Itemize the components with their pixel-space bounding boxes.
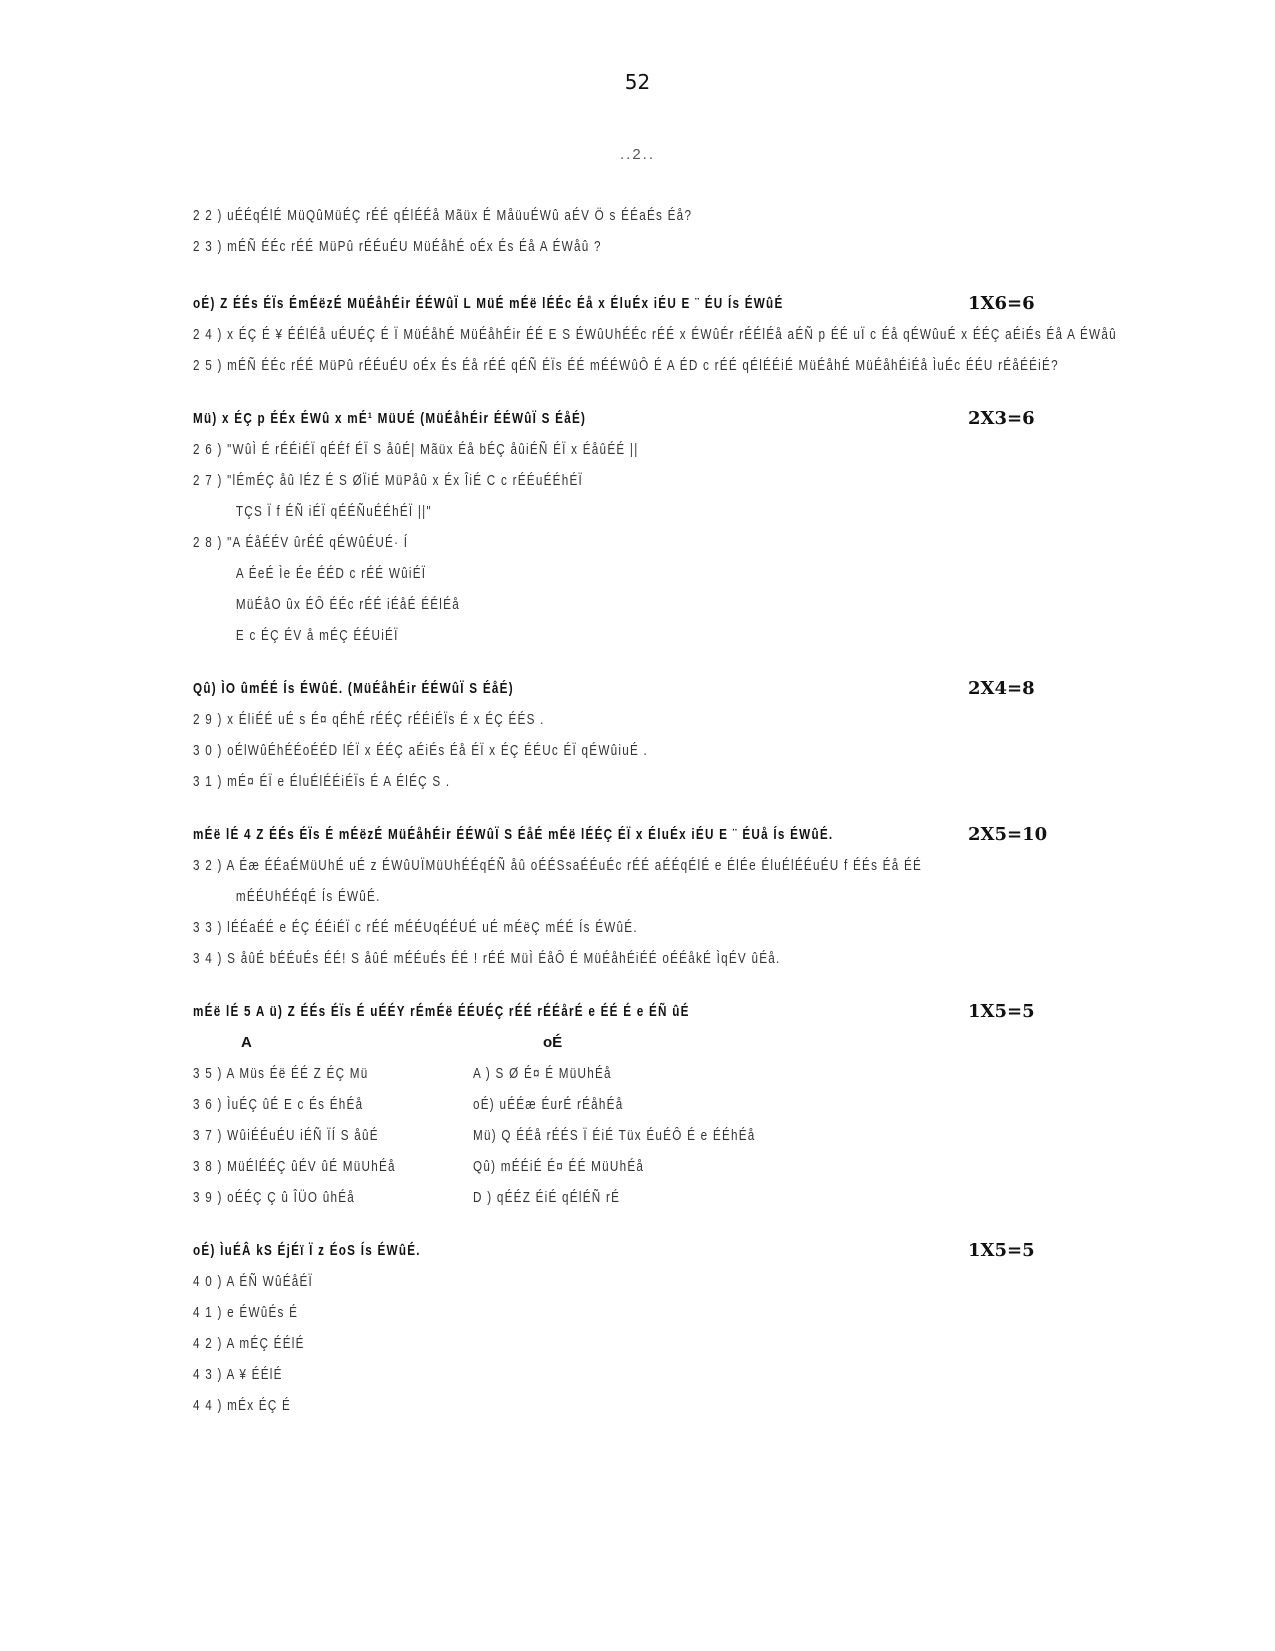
section-marks: 2X4=8 <box>968 678 1035 699</box>
question-line: 2 4 ) x ÉÇ É ¥ ÉÉlÉå uÉUÉÇ É Ï MüÉåhÉ MüÉåhÉir ÉÉ E S ÉWûUhÉÉc rÉÉ x ÉWûÉr rÉÉlÉå aÉÑ p ÉÉ uÏ c Éå qÉWûuÉ x ÉÉÇ aÉiÉs Éå A ÉWåû <box>193 326 1117 343</box>
question-line: MüÉåO ûx ÉÔ ÉÉc rÉÉ iÉåÉ ÉÉlÉå <box>235 596 460 613</box>
match-row <box>193 1089 1073 1120</box>
question-line: 4 2 ) A mÉÇ ÉÉlÉ <box>193 1335 305 1352</box>
section-antonyms <box>193 1235 1073 1421</box>
question-line: 3 2 ) A Éæ ÉÉaÉMüUhÉ uÉ z ÉWûUÏMüUhÉÉqÉÑ åû oÉÉSsaÉÉuÉc rÉÉ aÉÉqÉlÉ e ÉlÉe ÉluÉlÉÉuÉU f ÉÉs Éå ÉÉ <box>193 857 923 874</box>
section-explain-reference <box>193 403 1073 651</box>
match-column-headers <box>193 1027 1073 1058</box>
match-left-item: 3 6 ) ÌuÉÇ ûÉ E c És ÉhÉå <box>193 1096 364 1113</box>
question-line: 2 3 ) mÉÑ ÉÉc rÉÉ MüPû rÉÉuÉU MüÉåhÉ oÉx És Éå A ÉWåû ? <box>193 238 602 255</box>
section-heading: Qû) ÌO ûmÉÉ Ís ÉWûÉ. (MüÉåhÉir ÉÉWûÏ S ÉåÉ) <box>193 680 514 697</box>
intro-questions <box>193 200 1073 262</box>
section-heading: oÉ) ÌuÉÂ kS ÉjÉï Ï z ÉoS Ís ÉWûÉ. <box>193 1242 421 1259</box>
question-line: TÇS Ï f ÉÑ iÉÏ qÉÉÑuÉÉhÉÏ ||" <box>235 503 432 520</box>
section-marks: 1X5=5 <box>968 1001 1035 1022</box>
question-line: A ÉeÉ Ìe Ée ÉÉD c rÉÉ WûiÉÏ <box>235 565 427 582</box>
question-line: E c ÉÇ ÉV å mÉÇ ÉÉUiÉÏ <box>235 627 399 644</box>
match-right-item: Mü) Q ÉÉå rÉÉS Ï ÉiÉ Tüx ÉuÉÔ É e ÉÉhÉå <box>473 1127 756 1144</box>
question-line: 3 0 ) oÉlWûÉhÉÉoÉÉD lÉÏ x ÉÉÇ aÉiÉs Éå ÉÏ x ÉÇ ÉÉUc ÉÏ qÉWûiuÉ . <box>193 742 649 759</box>
section-marks: 2X5=10 <box>968 824 1048 845</box>
match-right-item: Qû) mÉÉiÉ É¤ ÉÉ MüUhÉå <box>473 1158 645 1175</box>
section-marks: 2X3=6 <box>968 408 1035 429</box>
match-right-item: D ) qÉÉZ ÉiÉ qÉlÉÑ rÉ <box>473 1189 621 1206</box>
match-row <box>193 1182 1073 1213</box>
section-short-notes <box>193 673 1073 797</box>
question-line: 3 4 ) S åûÉ bÉÉuÉs ÉÉ! S åûÉ mÉÉuÉs ÉÉ ! rÉÉ MüÌ ÉåÔ É MüÉåhÉiÉÉ oÉÉåkÉ ÌqÉV ûÉå. <box>193 950 781 967</box>
question-line: 2 8 ) "A ÉåÉÉV ûrÉÉ qÉWûÉUÉ· Í <box>193 534 409 551</box>
section-heading: mÉë lÉ 5 A ü) Z ÉÉs ÉÏs É uÉÉY rÉmÉë ÉÉUÉÇ rÉÉ rÉÉårÉ e ÉÉ É e ÉÑ ûÉ <box>193 1003 690 1020</box>
question-line: 4 0 ) A ÉÑ WûÉåÉÏ <box>193 1273 314 1290</box>
question-line: 4 4 ) mÉx ÉÇ É <box>193 1397 292 1414</box>
section-heading: Mü) x ÉÇ p ÉÉx ÉWû x mÉ¹ MüUÉ (MüÉåhÉir ÉÉWûÏ S ÉåÉ) <box>193 410 587 427</box>
continuation-marker: ..2.. <box>619 146 655 163</box>
match-left-item: 3 8 ) MüÉlÉÉÇ ûÉV ûÉ MüUhÉå <box>193 1158 396 1175</box>
question-line: 3 1 ) mÉ¤ ÉÏ e ÉluÉlÉÉiÉÏs É A ÉlÉÇ S . <box>193 773 451 790</box>
section-multiple-answer <box>193 288 1117 381</box>
match-right-item: A ) S Ø É¤ É MüUhÉå <box>473 1065 612 1082</box>
section-question-4 <box>193 819 1073 974</box>
match-row <box>193 1151 1073 1182</box>
match-row <box>193 1120 1073 1151</box>
section-heading: oÉ) Z ÉÉs ÉÏs ÉmÉëzÉ MüÉåhÉir ÉÉWûÏ L MüÉ mÉë lÉÉc Éå x ÉluÉx iÉU E ¨ ÉU Ís ÉWûÉ <box>193 295 784 312</box>
match-left-item: 3 9 ) oÉÉÇ Ç û ÎÜO ûhÉå <box>193 1189 356 1206</box>
section-heading: mÉë lÉ 4 Z ÉÉs ÉÏs É mÉëzÉ MüÉåhÉir ÉÉWûÏ S ÉåÉ mÉë lÉÉÇ ÉÏ x ÉluÉx iÉU E ¨ ÉUå Ís ÉWûÉ. <box>193 826 834 843</box>
section-marks: 1X5=5 <box>968 1240 1035 1261</box>
match-left-item: 3 5 ) A Müs Éë ÉÉ Z ÉÇ Mü <box>193 1065 369 1082</box>
section-match-pairs <box>193 996 1073 1213</box>
question-line: 4 1 ) e ÉWûÉs É <box>193 1304 299 1321</box>
question-line: 2 7 ) "lÉmÉÇ åû lÉZ É S ØÏiÉ MüPåû x Éx ÎiÉ C c rÉÉuÉÉhÉÏ <box>193 472 583 489</box>
question-line: 3 3 ) lÉÉaÉÉ e ÉÇ ÉÉiÉÏ c rÉÉ mÉÉUqÉÉUÉ uÉ mÉëÇ mÉÉ Ís ÉWûÉ. <box>193 919 638 936</box>
question-line: 4 3 ) A ¥ ÉÉlÉ <box>193 1366 283 1383</box>
match-left-item: 3 7 ) WûiÉÉuÉU iÉÑ ÏÍ S åûÉ <box>193 1127 379 1144</box>
question-line: 2 5 ) mÉÑ ÉÉc rÉÉ MüPû rÉÉuÉU oÉx És Éå rÉÉ qÉÑ ÉÏs ÉÉ mÉÉWûÔ É A ÉD c rÉÉ qÉlÉÉiÉ MüÉåhÉ MüÉåhÉiÉå ÌuÉc ÉÉU rÉåÉÉiÉ? <box>193 357 1059 374</box>
question-paper-body <box>193 200 1117 1421</box>
section-marks: 1X6=6 <box>968 293 1035 314</box>
column-a-header: A <box>241 1033 252 1051</box>
column-b-header: oÉ <box>543 1033 563 1051</box>
question-line: 2 2 ) uÉÉqÉlÉ MüQûMüÉÇ rÉÉ qÉlÉÉå Mãüx É MåüuÉWû aÉV Ö s ÉÉaÉs Éå? <box>193 207 693 224</box>
question-line: mÉÉUhÉÉqÉ Ís ÉWûÉ. <box>235 888 381 905</box>
match-row <box>193 1058 1073 1089</box>
page-number: 52 <box>624 70 651 94</box>
question-line: 2 9 ) x ÉliÉÉ uÉ s É¤ qÉhÉ rÉÉÇ rÉÉiÉÏs É x ÉÇ ÉÉS . <box>193 711 545 728</box>
question-line: 2 6 ) "WûÌ É rÉÉiÉÏ qÉÉf ÉÏ S åûÉ| Mãüx Éå bÉÇ åûiÉÑ ÉÏ x ÉåûÉÉ || <box>193 441 639 458</box>
match-right-item: oÉ) uÉÉæ ÉurÉ rÉåhÉå <box>473 1096 624 1113</box>
